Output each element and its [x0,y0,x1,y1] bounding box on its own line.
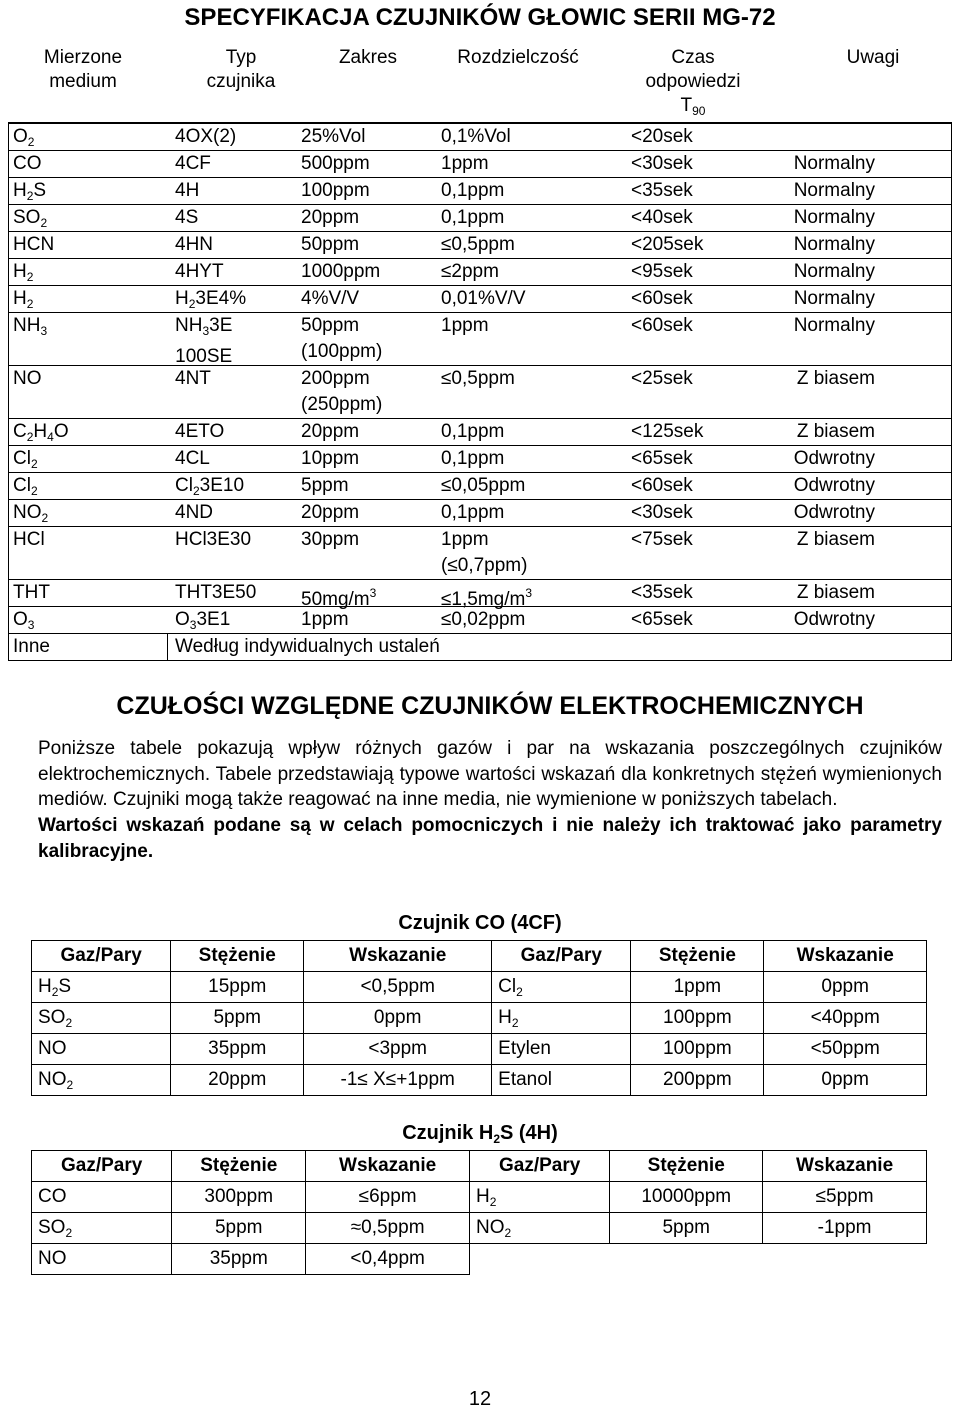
table-row [32,1065,927,1096]
header-type: Typ czujnika [206,47,276,92]
table-row [32,972,927,1003]
cell-range: 10ppm [301,448,360,469]
spec-row [8,473,952,500]
table-cell: <3ppm [304,1034,492,1065]
cell-resolution: ≤0,5ppm [441,368,515,389]
header-resolution: Rozdzielczość [457,47,579,68]
h2s-sensitivity-table [31,1150,927,1275]
co-table-caption: Czujnik CO (4CF) [398,912,562,934]
cell-type: 4OX(2) [175,126,237,147]
spec-row [8,419,952,446]
table-cell: $H_2$ [492,1003,631,1034]
cell-note: Normalny [793,315,875,336]
spec-row [8,286,952,313]
table-header-cell: Gaz/Pary [32,1151,172,1182]
cell-note: Odwrotny [793,448,875,469]
cell-response-time: <30sek [631,153,693,174]
cell-type: THT3E50 [175,582,257,603]
cell-range: 20ppm [301,421,360,442]
cell-response-time: <35sek [631,582,693,603]
cell-note: Odwrotny [793,502,875,523]
cell-range: 25%Vol [301,126,366,147]
cell-type: 4ND [175,502,214,523]
table-cell: $NO_2$ [470,1213,610,1244]
header-range: Zakres [338,47,398,68]
spec-body [8,123,952,634]
cell-response-time: <25sek [631,368,693,389]
table-header-cell: Wskazanie [306,1151,470,1182]
spec-row [8,259,952,286]
table-cell: 300ppm [172,1182,306,1213]
table-header-cell: Wskazanie [304,941,492,972]
cell-response-time: <60sek [631,315,693,336]
table-cell: NO [32,1034,171,1065]
table-cell: -1ppm [763,1213,927,1244]
cell-note: Z biasem [796,421,875,442]
cell-resolution: 0,1ppm [441,207,505,228]
cell-type: HCl3E30 [175,529,252,550]
cell-resolution: 0,1ppm [441,421,505,442]
table-cell: 0ppm [764,972,927,1003]
table-cell: <50ppm [764,1034,927,1065]
other-text: Według indywidualnych ustaleń [175,636,440,657]
cell-response-time: <205sek [631,234,704,255]
table-cell: CO [32,1182,172,1213]
table-cell: $Cl_2$ [492,972,631,1003]
cell-resolution: 0,1ppm [441,502,505,523]
cell-medium: $NO_2$ [13,502,49,525]
table-cell: 35ppm [172,1244,306,1275]
header-notes: Uwagi [846,47,900,68]
table-cell: 5ppm [610,1213,763,1244]
cell-range: 4%V/V [301,288,360,309]
cell-resolution: ≤2ppm [441,261,499,282]
cell-resolution: ≤0,02ppm [441,609,526,630]
cell-type: 4CL [175,448,210,469]
cell-medium: $H_2S$ [13,180,47,203]
table-row [32,1244,927,1275]
intro-bold-text: Wartości wskazań podane są w celach pomocniczych i nie należy ich traktować jako parametry kalibracyjne. [38,815,942,862]
cell-range: 50ppm [301,234,360,255]
table-header-cell: Stężenie [172,1151,306,1182]
cell-medium: $NH_3$ [13,315,48,338]
cell-medium: HCl [13,529,45,550]
table-header-cell: Stężenie [171,941,304,972]
cell-range: 5ppm [301,475,349,496]
cell-type: 4HYT [175,261,224,282]
cell-response-time: <60sek [631,475,693,496]
spec-row [8,446,952,473]
table-header-cell: Gaz/Pary [32,941,171,972]
spec-row [8,313,952,366]
cell-resolution: ≤0,5ppm [441,234,515,255]
cell-medium: $O_2$ [13,126,35,149]
table-cell: -1≤ X≤+1ppm [304,1065,492,1096]
cell-response-time: <30sek [631,502,693,523]
cell-type: 4ETO [175,421,225,442]
cell-type: $Cl_23E10$ [175,475,245,498]
table-row [32,1034,927,1065]
cell-response-time: <65sek [631,448,693,469]
cell-medium: $H_2$ [13,288,34,311]
table-cell: ≤6ppm [306,1182,470,1213]
table-cell: 20ppm [171,1065,304,1096]
intro-text: Poniższe tabele pokazują wpływ różnych gazów i par na wskazania poszczególnych czujników elektrochemicznych. Tabele przedstawiają typowe wartości wskazań dla konkretnych stężeń wymienionych mediów. Czujniki mogą także reagować na inne media, nie wymienione w poniższych tabelach. [38,738,942,811]
cell-type: $H_23E4\%$ [175,288,247,311]
spec-row [8,232,952,259]
table-header-cell: Wskazanie [763,1151,927,1182]
table-cell: 5ppm [172,1213,306,1244]
table-cell: 35ppm [171,1034,304,1065]
cell-range: 1000ppm [301,261,381,282]
other-medium: Inne [13,636,50,657]
co-sensitivity-table [31,940,927,1096]
spec-table [8,42,952,661]
table-cell: $H_2S$ [32,972,171,1003]
cell-resolution: 0,1ppm [441,180,505,201]
cell-note: Z biasem [796,529,875,550]
table-cell: 1ppm [631,972,764,1003]
table-cell: <40ppm [764,1003,927,1034]
cell-response-time: <35sek [631,180,693,201]
cell-range: $50mg/m^3$ [301,586,377,610]
cell-type: $O_33E1$ [175,609,231,632]
table-cell: 100ppm [631,1034,764,1065]
header-response-time: Czas odpowiedzi $T_{90}$ [645,47,741,118]
spec-header-row [8,42,952,123]
table-header-cell: Wskazanie [764,941,927,972]
cell-type: 4S [175,207,199,228]
cell-medium: $Cl_2$ [13,475,38,498]
table-header-row [32,1151,927,1182]
table-cell: Etylen [492,1034,631,1065]
spec-row [8,527,952,580]
cell-medium: HCN [13,234,55,255]
table-cell: $NO_2$ [32,1065,171,1096]
table-cell: $SO_2$ [32,1003,171,1034]
cell-range: 50ppm (100ppm) [301,315,383,362]
cell-medium: THT [13,582,50,603]
cell-note: Odwrotny [793,475,875,496]
table-header-cell: Gaz/Pary [470,1151,610,1182]
cell-resolution: 0,01%V/V [441,288,526,309]
document-title: SPECYFIKACJA CZUJNIKÓW GŁOWIC SERII MG-72 [184,4,776,31]
spec-row [8,151,952,178]
spec-row [8,366,952,419]
table-cell: <0,4ppm [306,1244,470,1275]
cell-resolution: 0,1%Vol [441,126,511,147]
cell-medium: $C_2H_4O$ [13,421,69,444]
table-cell: $H_2$ [470,1182,610,1213]
table-cell: 200ppm [631,1065,764,1096]
cell-range: 1ppm [301,609,349,630]
table-cell: 100ppm [631,1003,764,1034]
cell-note: Z biasem [796,582,875,603]
cell-type: $NH_33E$ 100SE [175,315,233,367]
table-cell: Etanol [492,1065,631,1096]
cell-note: Normalny [793,261,875,282]
other-divider [167,634,168,660]
cell-resolution: 1ppm (≤0,7ppm) [441,529,528,576]
table-cell: 15ppm [171,972,304,1003]
cell-note: Normalny [793,288,875,309]
table-cell: NO [32,1244,172,1275]
spec-row [8,607,952,634]
table-cell: 5ppm [171,1003,304,1034]
cell-note: Z biasem [796,368,875,389]
cell-response-time: <95sek [631,261,693,282]
cell-medium: $SO_2$ [13,207,48,230]
cell-range: 100ppm [301,180,370,201]
table-cell: 0ppm [304,1003,492,1034]
cell-medium: $H_2$ [13,261,34,284]
cell-response-time: <20sek [631,126,693,147]
cell-type: 4CF [175,153,211,174]
spec-row-other [8,634,952,661]
cell-range: 30ppm [301,529,360,550]
table-cell: 10000ppm [610,1182,763,1213]
table-cell: 0ppm [764,1065,927,1096]
cell-note: Normalny [793,234,875,255]
cell-medium: $Cl_2$ [13,448,38,471]
cell-medium: CO [13,153,42,174]
section-title: CZUŁOŚCI WZGLĘDNE CZUJNIKÓW ELEKTROCHEMICZNYCH [116,692,864,720]
cell-range: 20ppm [301,207,360,228]
cell-resolution: $\le 1,5mg/m^3$ [441,586,533,610]
page-number: 12 [468,1388,492,1410]
cell-note: Normalny [793,207,875,228]
cell-resolution: ≤0,05ppm [441,475,526,496]
table-header-row [32,941,927,972]
cell-type: 4HN [175,234,214,255]
cell-response-time: <65sek [631,609,693,630]
cell-response-time: <40sek [631,207,693,228]
table-cell: ≤5ppm [763,1182,927,1213]
cell-note: Normalny [793,153,875,174]
cell-note: Normalny [793,180,875,201]
cell-medium: NO [13,368,42,389]
spec-row [8,500,952,527]
cell-response-time: <125sek [631,421,704,442]
cell-resolution: 1ppm [441,153,489,174]
spec-row [8,123,952,151]
cell-range: 20ppm [301,502,360,523]
table-row [32,1182,927,1213]
table-header-cell: Stężenie [610,1151,763,1182]
spec-row [8,178,952,205]
cell-resolution: 1ppm [441,315,489,336]
cell-response-time: <75sek [631,529,693,550]
cell-type: 4H [175,180,200,201]
table-cell: ≈0,5ppm [306,1213,470,1244]
cell-range: 500ppm [301,153,370,174]
table-header-cell: Stężenie [631,941,764,972]
h2s-table-caption: Czujnik $H_2S$ (4H) [402,1122,558,1146]
cell-note: Odwrotny [793,609,875,630]
cell-resolution: 0,1ppm [441,448,505,469]
table-cell: $SO_2$ [32,1213,172,1244]
header-medium: Mierzone medium [43,47,123,92]
table-row [32,1003,927,1034]
cell-response-time: <60sek [631,288,693,309]
cell-type: 4NT [175,368,211,389]
table-header-cell: Gaz/Pary [492,941,631,972]
spec-row [8,205,952,232]
cell-medium: $O_3$ [13,609,35,632]
table-cell: <0,5ppm [304,972,492,1003]
spec-row [8,580,952,610]
intro-paragraph [38,736,942,865]
table-row [32,1213,927,1244]
cell-range: 200ppm (250ppm) [301,368,383,415]
